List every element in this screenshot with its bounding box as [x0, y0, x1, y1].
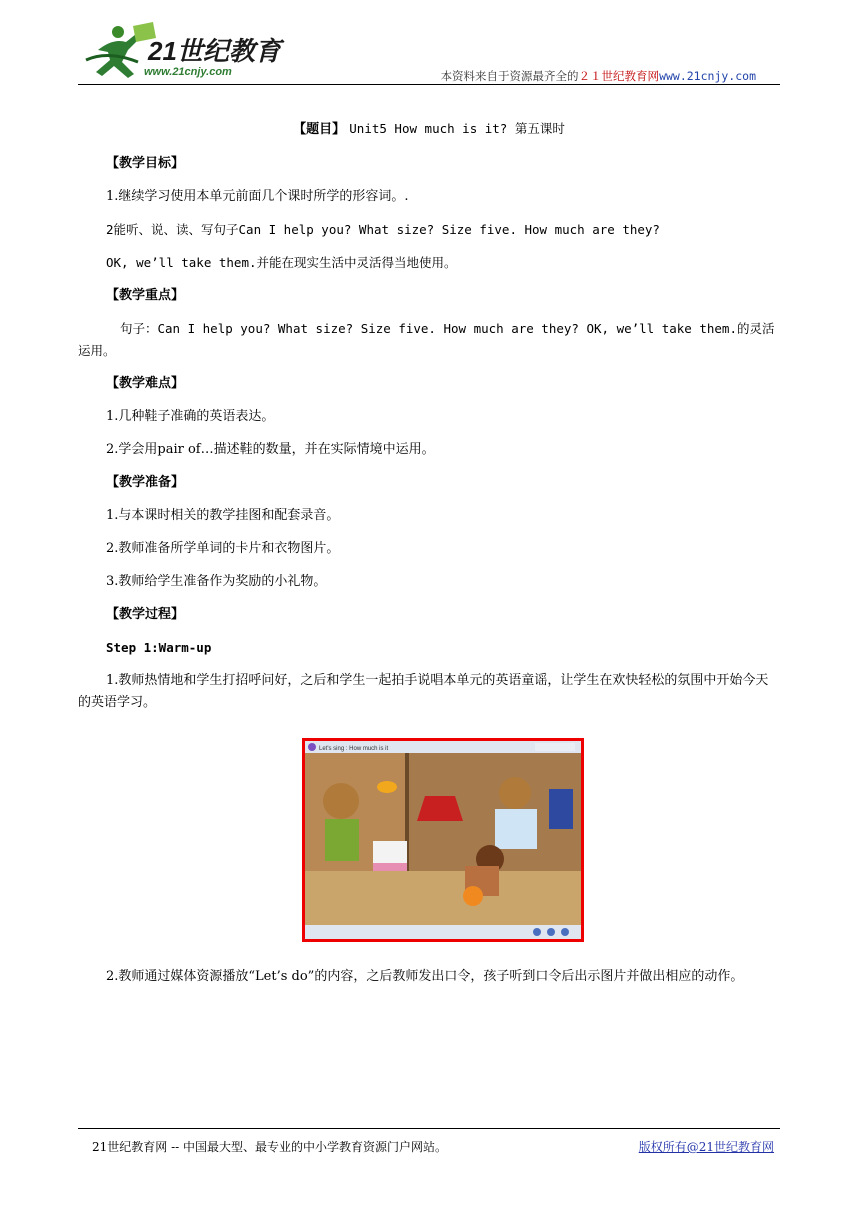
doc-title — [78, 118, 780, 141]
footer-copyright-link[interactable]: 版权所有@21世纪教育网 — [638, 1140, 774, 1154]
tagline-brand: ２１世纪教育网 — [578, 69, 660, 83]
lesson-illustration — [302, 738, 584, 942]
svg-text:www.21cnjy.com: www.21cnjy.com — [144, 66, 232, 78]
page-footer — [78, 1128, 780, 1154]
difficulties-item-1: 1.几种鞋子准确的英语表达。 — [106, 409, 275, 424]
post-figure-block — [78, 966, 780, 999]
tagline-prefix: 本资料来自于资源最齐全的 — [440, 69, 579, 83]
page-header — [78, 20, 780, 86]
difficulties-item-2: 2.学会用pair of…描述鞋的数量，并在实际情境中运用。 — [106, 442, 435, 457]
process-item-2: 2.教师通过媒体资源播放“Let’s do”的内容，之后教师发出口令，孩子听到口令后出示图片并做出相应的动作。 — [106, 969, 744, 984]
title-text: Unit5 How much is it? 第五课时 — [349, 121, 565, 136]
footer-site-description: 21世纪教育网 -- 中国最大型、最专业的中小学教育资源门户网站。 — [92, 1140, 448, 1154]
process-item-1: 1.教师热情地和学生打招呼问好，之后和学生一起拍手说唱本单元的英语童谣，让学生在欢快轻松的氛围中开始今天的英语学习。 — [78, 673, 769, 710]
key-points-heading: 【教学重点】 — [106, 288, 185, 303]
preparation-item-3: 3.教师给学生准备作为奖励的小礼物。 — [106, 574, 327, 589]
tagline-url[interactable]: www.21cnjy.com — [659, 69, 756, 83]
document-body — [78, 118, 780, 725]
site-logo — [78, 20, 288, 80]
process-heading: 【教学过程】 — [106, 607, 185, 622]
preparation-heading: 【教学准备】 — [106, 475, 185, 490]
goals-item-2: 2能听、说、读、写句子Can I help you? What size? Size five. How much are they? — [106, 222, 660, 237]
footer-divider — [78, 1128, 780, 1129]
svg-text:21世纪教育: 21世纪教育 — [148, 36, 281, 66]
preparation-item-2: 2.教师准备所学单词的卡片和衣物图片。 — [106, 541, 340, 556]
header-divider — [78, 84, 780, 85]
cartoon-scene-image — [305, 741, 581, 939]
step1-label: Step 1:Warm-up — [106, 640, 212, 655]
goals-heading: 【教学目标】 — [106, 156, 185, 171]
header-tagline — [441, 68, 756, 84]
goals-item-1: 1.继续学习使用本单元前面几个课时所学的形容词。. — [106, 189, 409, 204]
key-points-text: 句子：Can I help you? What size? Size five. How much are they? OK, we’ll take them.的灵活运用。 — [78, 321, 775, 358]
preparation-item-1: 1.与本课时相关的教学挂图和配套录音。 — [106, 508, 340, 523]
title-label: 【题目】 — [293, 122, 346, 137]
window-title: Let's sing : How much is it — [319, 746, 389, 752]
difficulties-heading: 【教学难点】 — [106, 376, 185, 391]
goals-item-3: OK, we’ll take them.并能在现实生活中灵活得当地使用。 — [106, 255, 457, 270]
